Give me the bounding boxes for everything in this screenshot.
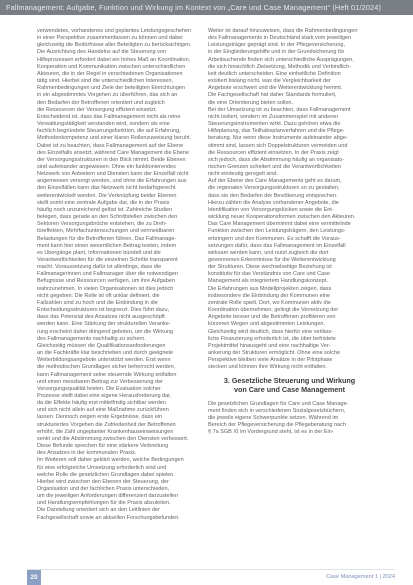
text-line: für eine erfolgreiche Umsetzung erforderlich sind und (37, 464, 167, 471)
text-line: ment finden sich in verschiedenen Sozialgesetzbüchern, (208, 407, 346, 414)
text-line: macht. Voraussetzung dafür ist allerdings, dass die (37, 264, 162, 271)
text-line: fachlich begründete Steuerungsfunktion, die auf Erfahrung, (37, 128, 181, 135)
text-line: stimmt sind, lassen sich Doppelstrukturen vermeiden und (208, 142, 348, 149)
text-line: Sektoren Versorgungsbrüche entstehen, die zu Dreh- (37, 221, 167, 228)
running-header-text: Fallmanagement: Aufgabe, Funktion und Wirkung im Kontext von „Care und Case Management“ (Heft 01/2024) (6, 3, 382, 12)
text-line: des Fallmanagements nachhaltig zu sichern. (37, 335, 146, 342)
text-line: Verwaltungstätigkeit verstanden wird, sondern als eine (37, 121, 170, 128)
text-line: der Versorgungsstrukturen in den Blick nimmt. Beide Ebenen (37, 156, 186, 163)
text-line: Perspektive bleiben viele Ansätze in der Pilotphase (208, 357, 333, 364)
text-line: Hilfeprozessen erfordert dabei ein hohes Maß an Koordination, (37, 56, 191, 63)
text-line: Weiterbildungsangebote unterstützt werden. Erst wenn (37, 357, 171, 364)
text-line: gleichzeitig die Bedürfnisse aller Beteiligten zu berücksichtigen. (37, 42, 192, 49)
text-line: zentrale Rolle spielt. Dort, wo Kommunen aktiv die (208, 299, 331, 306)
text-line: Entscheidungsstrukturen ist begrenzt. Dies führt dazu, (37, 307, 170, 314)
text-line: Fachgesellschaft sowie an aktuellen Forschungsbefunden. (37, 514, 180, 521)
text-line: setzungen dafür, dass das Fallmanagement im Einzelfall (208, 242, 346, 249)
text-line: nicht gegeben: Die Rolle ist oft unklar definiert, die (37, 292, 160, 299)
text-line: Organisation und der fachlichen Praxis unterschieden, (37, 486, 170, 492)
text-line: die eine Orientierung bieten sollen. (208, 99, 294, 106)
text-line: belegen, dass gerade an den Schnittstellen zwischen den (37, 214, 178, 221)
text-line: häufig noch unzureichend gelöst ist. Zahlreiche Studien (37, 206, 173, 213)
page-number: 20 (30, 574, 38, 581)
text-line: den Einzelfällen kann das Netzwerk nicht bedarfsgerecht (37, 185, 176, 192)
text-line: Befugnisse und Ressourcen verfügen, um ihre Aufgaben (37, 278, 175, 285)
text-line: insbesondere die Einbindung der Kommunen eine (208, 292, 331, 299)
text-line: erhöht, die Zahl ungeplanter Krankenhauseinweisungen (37, 428, 174, 435)
text-line: Dabei ist zu beachten, dass Fallmanagement auf der Ebene (37, 142, 184, 149)
text-line: Hierbei wird zwischen den Ebenen der Steuerung, der (37, 478, 169, 485)
text-line: Akteuren, die in der Regel in verschiedenen Organisationen (37, 70, 183, 77)
text-line: Weiter ist darauf hinzuweisen, dass die Rahmenbedingungen (208, 28, 358, 34)
text-line: Angebote erschwert und die Weiterentwicklung hemmt. (208, 85, 343, 92)
text-line: Auf der Ebene des Care Managements geht es darum, (208, 178, 342, 185)
section-subheading: von Care und Case Management (233, 385, 346, 394)
text-line: verwendetes, vorhandenes und geplantes Leistungsgeschehen (37, 28, 192, 34)
text-line: Arbeitsuchende finden sich unterschiedliche Ausprägungen, (208, 56, 354, 63)
text-line: Management als integriertem Handlungskonzept. (208, 278, 328, 285)
text-line: in ein abgestimmtes Vorgehen zu überführen, das sich an (37, 92, 178, 99)
text-line: sind aufeinander angewiesen: Ohne ein funktionierendes (37, 163, 176, 170)
text-line: nicht isoliert, sondern im Zusammenspiel mit anderen (208, 113, 339, 120)
running-header (0, 0, 413, 15)
text-line: existiert bislang nicht, was die Vergleichbarkeit der (208, 78, 331, 85)
text-line: Das Care Management übernimmt dabei eine vermittelnde (208, 221, 351, 228)
text-line: stecken und können ihre Wirkung nicht entfalten. (208, 364, 327, 371)
text-line: strukturiertes Vorgehen die Zufriedenheit der Betroffenen (37, 421, 176, 428)
text-line: Verantwortlichkeiten für die einzelnen Schritte transparent (37, 257, 178, 263)
journal-footer: Case Management 1 | 2024 (326, 574, 395, 580)
text-line: konstitutiv für das Verständnis von Care und Case (208, 271, 330, 278)
text-line: Die gesetzlichen Grundlagen für Care und Case Manage- (208, 400, 349, 407)
text-line: lassen. Dennoch zeigen erste Ergebnisse, dass ein (37, 414, 163, 421)
text-line: Identifikation von Versorgungslücken sowie die Ent- (208, 206, 334, 213)
text-line: Hierzu zählen die Analyse vorhandener Angebote, die (208, 199, 339, 206)
text-line: Hilfeplanung, das Teilhabeplanverfahren und die Pflege- (208, 128, 345, 135)
text-line: Die Darstellung orientiert sich an den Leitlinien der (37, 507, 160, 514)
text-line: des Fallmanagements in Deutschland stark vom jeweiligen (208, 35, 352, 42)
footer-divider (27, 569, 395, 570)
text-line: Funktion zwischen den Leistungsträgern, den Leistungs- (208, 228, 346, 235)
left-column (37, 28, 200, 522)
text-line: gewonnenen Erkenntnisse für die Weiterentwicklung (208, 257, 336, 263)
text-line: werden kann. Eine Stärkung der strukturellen Veranke- (37, 321, 171, 328)
text-line: und Handlungsempfehlungen für die Praxis abzuleiten. (37, 500, 171, 507)
text-line: türeffekten, Mehrfachuntersuchungen und vermeidbaren (37, 228, 175, 235)
text-line: Die Fachgesellschaft hat daher Standards formuliert, (208, 92, 337, 99)
text-line: Netzwerk von Anbietern und Diensten kann der Einzelfall nicht (37, 171, 189, 178)
text-line: Prozesse stellt dabei eine eigene Herausforderung dar, (37, 392, 172, 399)
text-line: dass das Potenzial des Ansatzes nicht ausgeschöpft (37, 314, 165, 321)
text-line: nicht eindeutig geregelt sind. (208, 171, 279, 178)
text-line: rischen Grenzen scheitert und die Verantwortlichkeiten (208, 163, 341, 170)
text-line: Fallmanagerinnen und Fallmanager über die notwendigen (37, 271, 178, 278)
text-line: die methodischen Grundlagen sicher beherrscht werden, (37, 364, 176, 371)
text-line: weiterentwickelt werden. Die Verknüpfung beider Ebenen (37, 192, 177, 199)
text-line: die Ressourcen der Versorgung effizient einsetzt. (37, 106, 157, 113)
text-line: sich jedoch, dass die Abstimmung häufig an organisato- (208, 156, 345, 163)
text-line: Angebote besser und die Betroffenen profitieren von (208, 314, 336, 321)
text-line: stellt somit eine zentrale Aufgabe dar, die in der Praxis (37, 199, 170, 206)
text-line: die jeweils eigene Schwerpunkte setzen. Während im (208, 414, 339, 421)
text-line: senkt und die Abstimmung zwischen den Diensten verbessert. (37, 435, 189, 442)
text-line: welche Rolle die gesetzlichen Grundlagen dabei spielen. (37, 471, 175, 478)
text-line: kann Fallmanagement seine steuernde Wirkung entfalten (37, 371, 177, 378)
text-line: tätig sind. Hierbei sind die unterschiedlichen Interessen, (37, 78, 174, 85)
text-line: Kooperation und Kommunikation zwischen unterschiedlichen (37, 63, 186, 70)
text-line: der Strukturen. Diese wechselseitige Beziehung ist (208, 264, 332, 271)
text-line: dass sie den Bedarfen der Bevölkerung entsprechen. (208, 192, 338, 199)
page-number-badge (27, 570, 41, 585)
text-line: Methodenkompetenz und einer klaren Rollenzuweisung beruht. (37, 135, 192, 142)
text-line: die Ressourcen effizient einsetzen. In der Praxis zeigt (208, 149, 339, 156)
text-line: Projektmittel hinausgeht und eine nachhaltige Ver- (208, 342, 331, 349)
text-line: die regionalen Versorgungsstrukturen so zu gestalten, (208, 185, 340, 192)
text-line: wirksam werden kann, und nutzt zugleich die dort (208, 249, 329, 256)
text-line: in der Eingliederungshilfe und in der Grundsicherung für (208, 49, 345, 56)
section-heading: 3. Gesetzliche Steuerung und Wirkung (223, 375, 356, 385)
text-line: um die jeweiligen Anforderungen differenziert darzustellen (37, 493, 179, 500)
text-line: Steuerungsinstrumenten wirkt. Dazu gehören etwa die (208, 121, 341, 128)
text-line: an die Fachkräfte klar beschrieben und durch geeignete (37, 350, 174, 357)
text-line: Bereich der Pflegeversicherung die Pflegeberatung nach (208, 421, 346, 428)
text-line: wicklung neuer Kooperationsformen zwischen den Akteuren. (208, 214, 356, 221)
text-line: Gleichzeitig müssen die Qualifikationsanforderungen (37, 342, 166, 349)
text-line: da die Effekte häufig erst mittelfristig sichtbar werden (37, 400, 166, 407)
text-line: ment kann hier einen wesentlichen Beitrag leisten, indem (37, 242, 177, 249)
text-line: Im Weiteren soll daher geklärt werden, welche Bedingungen (37, 457, 184, 464)
text-line: wahrzunehmen. In vielen Organisationen ist dies jedoch (37, 285, 174, 292)
text-line: keit deutlich unterscheiden. Eine einheitliche Definition (208, 70, 341, 77)
text-line: den Bedarfen der Betroffenen orientiert und zugleich (37, 99, 165, 106)
text-line: Gleichzeitig wird deutlich, dass hierfür eine verläss- (208, 328, 334, 335)
text-line: liche Finanzierung erforderlich ist, die über befristete (208, 335, 336, 342)
text-line: Diese Befunde sprechen für eine stärkere Verbreitung (37, 443, 169, 450)
text-line: Koordination übernehmen, gelingt die Vernetzung der (208, 307, 339, 314)
text-line: ankerung der Strukturen ermöglicht. Ohne eine solche (208, 350, 341, 357)
text-line: kürzeren Wegen und abgestimmten Leistungen. (208, 321, 325, 328)
text-line: rung erscheint daher dringend geboten, um die Wirkung (37, 328, 174, 335)
text-line: Versorgungsqualität leisten. Die Evaluation solcher (37, 385, 161, 392)
text-line: die sich hinsichtlich Zielsetzung, Methodik und Verbindlich- (208, 63, 352, 70)
text-line: angemessen versorgt werden, und ohne die Erfahrungen aus (37, 178, 187, 185)
text-line: des Ansatzes in der kommunalen Praxis. (37, 450, 137, 457)
text-line: des Einzelfalls ansetzt, während Care Management die Ebene (37, 149, 189, 156)
text-line: es Übergänge plant, Informationen bündelt und die (37, 249, 161, 256)
text-line: § 7a SGB XI im Vordergrund steht, ist es in der Ein- (208, 429, 334, 436)
right-column (208, 28, 371, 436)
text-line: in einer Perspektive zusammenfassen zu können und dabei (37, 35, 183, 42)
text-line: erbringern und den Kommunen. Es schafft die Voraus- (208, 235, 341, 242)
text-line: Rahmenbedingungen und Ziele der beteiligten Einrichtungen (37, 85, 185, 92)
text-line: Belastungen für die Betroffenen führen. Das Fallmanage- (37, 235, 177, 242)
text-line: Bei der Umsetzung ist zu beachten, dass Fallmanagement (208, 106, 351, 113)
text-line: Die Ausrichtung des Handelns auf die Steuerung von (37, 49, 167, 56)
text-line: Die Erfahrungen aus Modellprojekten zeigen, dass (208, 285, 332, 292)
text-line: und einen messbaren Beitrag zur Verbesserung der (37, 378, 163, 385)
text-line: Leistungsträger geprägt sind. In der Pflegeversicherung, (208, 42, 345, 49)
text-line: beratung. Nur wenn diese Instrumente aufeinander abge- (208, 135, 348, 142)
text-line: und sich nicht allein auf eine Maßnahme zurückführen (37, 407, 169, 414)
text-line: Fallzahlen sind zu hoch und die Einbindung in die (37, 299, 158, 306)
text-line: Entscheidend ist, dass das Fallmanagement nicht als reine (37, 113, 181, 120)
